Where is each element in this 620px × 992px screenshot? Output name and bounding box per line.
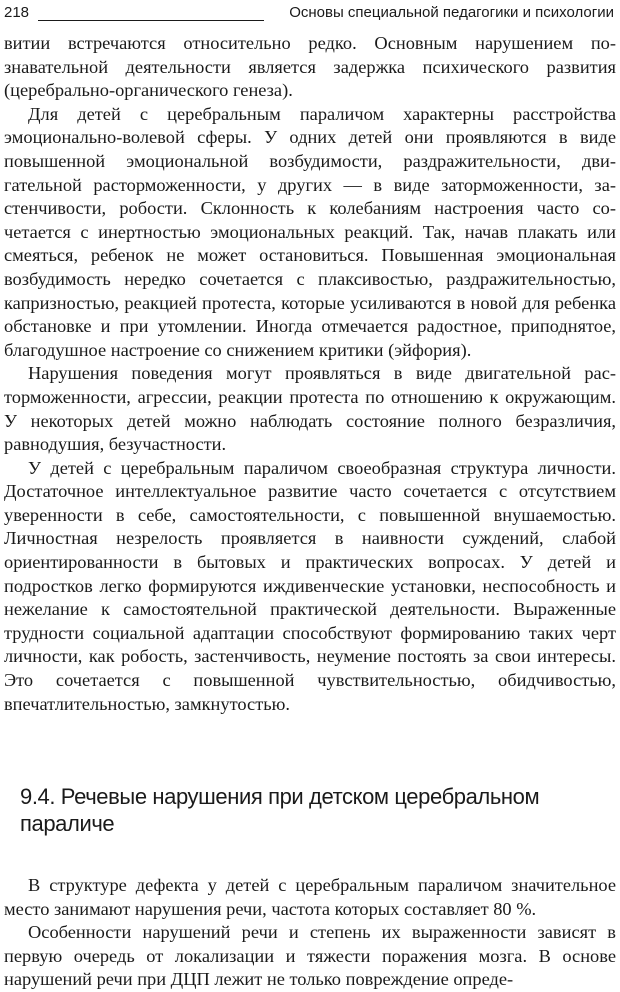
paragraph-behavior: Нарушения поведения могут проявляться в виде двигательной расторможенности, агрессии, реакции протеста по отношению к окружающим. У некоторых детей можно наблюдать состояние полного безразличия, равнодушия, безучастности. xyxy=(4,363,616,455)
running-header xyxy=(4,4,614,24)
section-text-block xyxy=(4,874,616,992)
paragraph-speech-frequency: В структуре дефекта у детей с церебральным параличом значительное место занимают нарушения речи, частота которых составляет 80 %. xyxy=(4,875,616,919)
section-heading: 9.4. Речевые нарушения при детском церебральном параличе xyxy=(20,784,540,836)
paragraph-continued: витии встречаются относительно редко. Основным нарушением познавательной деятельности является задержка психического развития (церебрально-органического генеза). xyxy=(4,33,616,101)
paragraph-speech-features: Особенности нарушений речи и степень их выраженности зависят в первую очередь от локализации и тяжести поражения мозга. В основе нарушений речи при ДЦП лежит не только повреждение опреде- xyxy=(4,922,616,990)
book-title: Основы специальной педагогики и психологии xyxy=(289,4,614,21)
paragraph-personality: У детей с церебральным параличом своеобразная структура личности. Достаточное интеллектуальное развитие часто сочетается с отсутствием уверенности в себе, самостоятельности, с повышенной внушаемостью. Личностная незрелость проявляется в наивности суждений, слабой ориентированности в бытовых и практических вопросах. У детей и подростков легко формируются иждивенческие установки, неспособность и нежелание к самостоятельной практической деятельности. Выраженные трудности социальной адаптации способствуют формированию таких черт личности, как робость, застенчивость, неумение постоять за свои интересы. Это сочетается с повышенной чувствительностью, обидчивостью, впечатлительностью, замкнутостью. xyxy=(4,457,616,714)
main-text-block xyxy=(4,32,616,716)
paragraph-emotional-sphere: Для детей с церебральным параличом характерны расстройства эмоционально-волевой сферы. У одних детей они проявляются в виде повышенной эмоциональной возбудимости, раздражительности, двигательной расторможенности, у других — в виде заторможенности, застенчивости, робости. Склонность к колебаниям настроения часто сочетается с инертностью эмоциональных реакций. Так, начав плакать или смеяться, ребенок не может остановиться. Повышенная эмоциональная возбудимость нередко сочетается с плаксивостью, раздражительностью, капризностью, реакцией протеста, которые усиливаются в новой для ребенка обстановке и при утомлении. Иногда отмечается радостное, приподнятое, благодушное настроение со снижением критики (эйфория). xyxy=(4,103,616,360)
page-number: 218 xyxy=(4,4,30,21)
header-rule xyxy=(38,20,264,21)
